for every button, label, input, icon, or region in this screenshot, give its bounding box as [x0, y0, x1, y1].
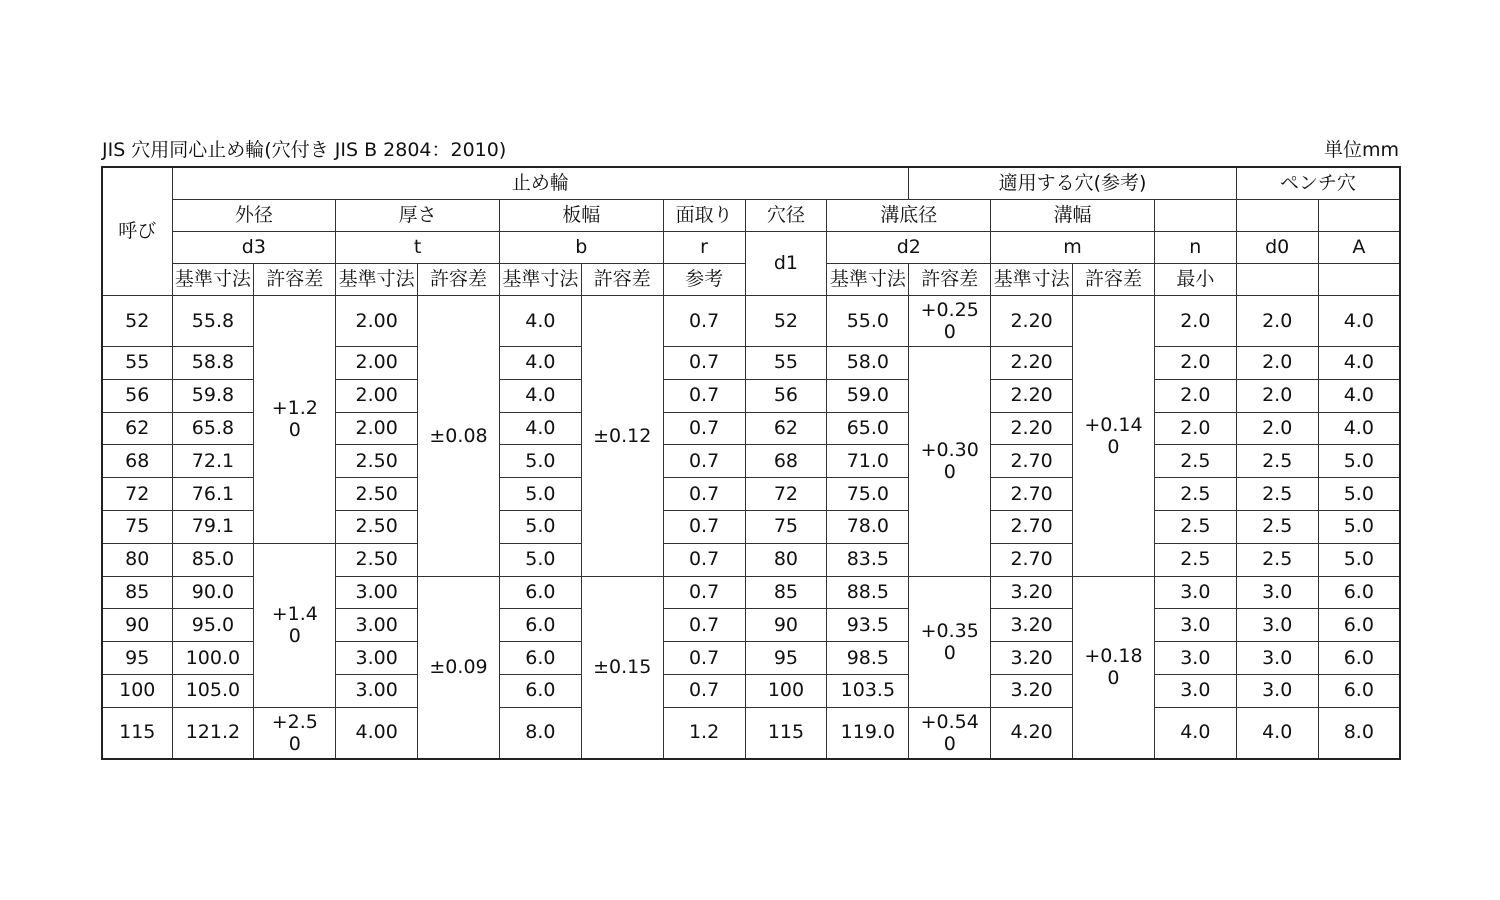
col-header-nominal: 呼び [102, 167, 172, 296]
cell-b-basic: 6.0 [499, 674, 581, 707]
col-symbol-n: n [1154, 232, 1236, 264]
col-symbol-r: r [663, 232, 745, 264]
subhead-tolerance: 許容差 [1073, 264, 1155, 296]
cell-b-basic: 5.0 [499, 543, 581, 576]
cell-n: 3.0 [1154, 609, 1236, 642]
col-symbol-d1: d1 [745, 232, 827, 296]
col-group-ring: 止め輪 [172, 167, 909, 200]
cell-b-basic: 6.0 [499, 609, 581, 642]
tolerance-d2 [909, 707, 991, 759]
cell-d2-basic: 88.5 [827, 576, 909, 609]
cell-b-basic: 6.0 [499, 576, 581, 609]
tolerance-value: ±0.15 [593, 656, 652, 679]
cell-r: 0.7 [663, 296, 745, 347]
cell-a: 5.0 [1318, 445, 1400, 478]
cell-d0: 2.0 [1236, 412, 1318, 445]
cell-d2-basic: 98.5 [827, 642, 909, 675]
col-symbol-d3: d3 [172, 232, 336, 264]
cell-a: 5.0 [1318, 478, 1400, 511]
cell-n: 2.0 [1154, 379, 1236, 412]
tolerance-value: +0.18 0 [1084, 645, 1143, 690]
subhead-tolerance: 許容差 [418, 264, 500, 296]
cell-b-basic: 4.0 [499, 412, 581, 445]
cell-t-basic: 2.00 [336, 347, 418, 380]
cell-d1: 90 [745, 609, 827, 642]
cell-a: 6.0 [1318, 674, 1400, 707]
cell-t-basic: 2.00 [336, 296, 418, 347]
cell-nominal: 75 [102, 510, 172, 543]
cell-d1: 62 [745, 412, 827, 445]
cell-d1: 100 [745, 674, 827, 707]
table-row [102, 707, 1400, 759]
cell-d2-basic: 119.0 [827, 707, 909, 759]
cell-n: 3.0 [1154, 674, 1236, 707]
tolerance-value: ±0.12 [593, 424, 652, 447]
subhead-tolerance: 許容差 [909, 264, 991, 296]
tolerance-value: ±0.09 [429, 656, 488, 679]
cell-a: 5.0 [1318, 510, 1400, 543]
tolerance-d3 [254, 707, 336, 759]
cell-nominal: 80 [102, 543, 172, 576]
table-row [102, 543, 1400, 576]
cell-d1: 85 [745, 576, 827, 609]
cell-n: 2.0 [1154, 296, 1236, 347]
cell-a: 8.0 [1318, 707, 1400, 759]
tolerance-b [581, 576, 663, 759]
cell-d3-basic: 55.8 [172, 296, 254, 347]
col-header-blank-n [1154, 200, 1236, 232]
cell-d0: 2.5 [1236, 510, 1318, 543]
subhead-minimum: 最小 [1154, 264, 1236, 296]
cell-d1: 56 [745, 379, 827, 412]
col-header-plate-width: 板幅 [499, 200, 663, 232]
cell-d1: 75 [745, 510, 827, 543]
cell-a: 4.0 [1318, 412, 1400, 445]
col-header-blank-d0 [1236, 200, 1318, 232]
cell-t-basic: 3.00 [336, 576, 418, 609]
cell-b-basic: 5.0 [499, 510, 581, 543]
cell-r: 0.7 [663, 642, 745, 675]
cell-d2-basic: 65.0 [827, 412, 909, 445]
cell-d3-basic: 79.1 [172, 510, 254, 543]
cell-d2-basic: 58.0 [827, 347, 909, 380]
col-symbol-d0: d0 [1236, 232, 1318, 264]
tolerance-t [418, 296, 500, 577]
subhead-blank-a [1318, 264, 1400, 296]
cell-d0: 2.5 [1236, 543, 1318, 576]
cell-d3-basic: 72.1 [172, 445, 254, 478]
cell-d0: 2.5 [1236, 478, 1318, 511]
cell-d2-basic: 83.5 [827, 543, 909, 576]
cell-d3-basic: 105.0 [172, 674, 254, 707]
cell-d2-basic: 55.0 [827, 296, 909, 347]
cell-m-basic: 2.20 [991, 379, 1073, 412]
cell-t-basic: 2.50 [336, 478, 418, 511]
cell-b-basic: 4.0 [499, 379, 581, 412]
cell-d0: 2.0 [1236, 296, 1318, 347]
cell-r: 0.7 [663, 445, 745, 478]
tolerance-t [418, 576, 500, 759]
cell-r: 0.7 [663, 510, 745, 543]
cell-n: 2.0 [1154, 347, 1236, 380]
cell-t-basic: 3.00 [336, 609, 418, 642]
cell-r: 0.7 [663, 674, 745, 707]
tolerance-value: +0.35 0 [920, 619, 979, 664]
table-caption: JIS 穴用同心止め輪(穴付き JIS B 2804：2010) [102, 139, 507, 161]
cell-d1: 52 [745, 296, 827, 347]
tolerance-d2 [909, 576, 991, 707]
cell-t-basic: 4.00 [336, 707, 418, 759]
col-header-outer-dia: 外径 [172, 200, 336, 232]
tolerance-value: +1.4 0 [271, 603, 318, 648]
col-symbol-a: A [1318, 232, 1400, 264]
cell-d2-basic: 93.5 [827, 609, 909, 642]
tolerance-b [581, 296, 663, 577]
cell-d3-basic: 100.0 [172, 642, 254, 675]
cell-d2-basic: 59.0 [827, 379, 909, 412]
cell-a: 5.0 [1318, 543, 1400, 576]
tolerance-value: +0.25 0 [920, 299, 979, 343]
cell-nominal: 85 [102, 576, 172, 609]
cell-n: 2.5 [1154, 478, 1236, 511]
cell-nominal: 90 [102, 609, 172, 642]
subhead-basic-size: 基準寸法 [336, 264, 418, 296]
cell-t-basic: 2.50 [336, 510, 418, 543]
subhead-basic-size: 基準寸法 [827, 264, 909, 296]
cell-d3-basic: 59.8 [172, 379, 254, 412]
cell-m-basic: 4.20 [991, 707, 1073, 759]
tolerance-value: +0.14 0 [1084, 413, 1143, 458]
subhead-reference: 参考 [663, 264, 745, 296]
cell-d0: 3.0 [1236, 609, 1318, 642]
cell-m-basic: 3.20 [991, 674, 1073, 707]
cell-b-basic: 5.0 [499, 478, 581, 511]
cell-d3-basic: 95.0 [172, 609, 254, 642]
cell-a: 4.0 [1318, 379, 1400, 412]
cell-m-basic: 2.70 [991, 510, 1073, 543]
table-row [102, 296, 1400, 347]
col-symbol-b: b [499, 232, 663, 264]
cell-n: 3.0 [1154, 576, 1236, 609]
cell-b-basic: 5.0 [499, 445, 581, 478]
cell-r: 0.7 [663, 576, 745, 609]
subhead-basic-size: 基準寸法 [499, 264, 581, 296]
col-header-groove-bottom-dia: 溝底径 [827, 200, 991, 232]
cell-b-basic: 4.0 [499, 347, 581, 380]
cell-d2-basic: 75.0 [827, 478, 909, 511]
tolerance-value: ±0.08 [429, 424, 488, 447]
cell-d3-basic: 58.8 [172, 347, 254, 380]
cell-d2-basic: 78.0 [827, 510, 909, 543]
cell-a: 4.0 [1318, 347, 1400, 380]
cell-d0: 2.0 [1236, 379, 1318, 412]
cell-m-basic: 2.70 [991, 543, 1073, 576]
cell-nominal: 52 [102, 296, 172, 347]
cell-nominal: 62 [102, 412, 172, 445]
cell-t-basic: 2.00 [336, 379, 418, 412]
cell-d1: 80 [745, 543, 827, 576]
cell-b-basic: 8.0 [499, 707, 581, 759]
col-header-groove-width: 溝幅 [991, 200, 1155, 232]
cell-d3-basic: 121.2 [172, 707, 254, 759]
cell-r: 0.7 [663, 347, 745, 380]
cell-d1: 55 [745, 347, 827, 380]
cell-d1: 115 [745, 707, 827, 759]
cell-r: 0.7 [663, 609, 745, 642]
tolerance-d3 [254, 543, 336, 707]
cell-nominal: 115 [102, 707, 172, 759]
cell-t-basic: 3.00 [336, 674, 418, 707]
cell-a: 6.0 [1318, 609, 1400, 642]
cell-nominal: 55 [102, 347, 172, 380]
cell-m-basic: 2.20 [991, 412, 1073, 445]
tolerance-m [1073, 576, 1155, 759]
cell-d3-basic: 76.1 [172, 478, 254, 511]
col-header-hole-dia: 穴径 [745, 200, 827, 232]
col-group-hole: 適用する穴(参考) [909, 167, 1236, 200]
cell-d0: 4.0 [1236, 707, 1318, 759]
subhead-tolerance: 許容差 [254, 264, 336, 296]
tolerance-value: +0.54 0 [920, 710, 979, 755]
tolerance-m [1073, 296, 1155, 577]
cell-r: 0.7 [663, 379, 745, 412]
cell-nominal: 72 [102, 478, 172, 511]
subhead-tolerance: 許容差 [581, 264, 663, 296]
tolerance-value: +2.5 0 [271, 710, 318, 755]
spec-table-body [102, 167, 1400, 759]
cell-nominal: 100 [102, 674, 172, 707]
col-header-thickness: 厚さ [336, 200, 500, 232]
cell-m-basic: 2.20 [991, 347, 1073, 380]
header-row-groups [102, 167, 1400, 200]
cell-d3-basic: 65.8 [172, 412, 254, 445]
col-symbol-t: t [336, 232, 500, 264]
subhead-blank-d0 [1236, 264, 1318, 296]
cell-d1: 68 [745, 445, 827, 478]
cell-r: 0.7 [663, 478, 745, 511]
cell-m-basic: 2.70 [991, 478, 1073, 511]
cell-d0: 2.5 [1236, 445, 1318, 478]
tolerance-value: +1.2 0 [271, 397, 318, 442]
cell-r: 1.2 [663, 707, 745, 759]
col-header-blank-a [1318, 200, 1400, 232]
unit-label: 単位mm [1323, 139, 1399, 161]
cell-m-basic: 2.20 [991, 296, 1073, 347]
cell-d3-basic: 90.0 [172, 576, 254, 609]
tolerance-d2 [909, 296, 991, 347]
cell-nominal: 68 [102, 445, 172, 478]
cell-t-basic: 2.50 [336, 543, 418, 576]
cell-d2-basic: 71.0 [827, 445, 909, 478]
cell-m-basic: 2.70 [991, 445, 1073, 478]
cell-b-basic: 4.0 [499, 296, 581, 347]
cell-nominal: 56 [102, 379, 172, 412]
tolerance-value: +0.30 0 [920, 439, 979, 484]
cell-n: 2.0 [1154, 412, 1236, 445]
header-row-symbols [102, 232, 1400, 264]
cell-r: 0.7 [663, 543, 745, 576]
cell-t-basic: 2.50 [336, 445, 418, 478]
col-header-chamfer: 面取り [663, 200, 745, 232]
cell-n: 2.5 [1154, 510, 1236, 543]
cell-d0: 3.0 [1236, 674, 1318, 707]
cell-n: 4.0 [1154, 707, 1236, 759]
cell-nominal: 95 [102, 642, 172, 675]
col-group-plier-hole: ペンチ穴 [1236, 167, 1400, 200]
cell-d0: 2.0 [1236, 347, 1318, 380]
spec-table [101, 166, 1401, 760]
cell-d3-basic: 85.0 [172, 543, 254, 576]
cell-d0: 3.0 [1236, 642, 1318, 675]
cell-m-basic: 3.20 [991, 609, 1073, 642]
cell-r: 0.7 [663, 412, 745, 445]
cell-b-basic: 6.0 [499, 642, 581, 675]
cell-d0: 3.0 [1236, 576, 1318, 609]
cell-n: 3.0 [1154, 642, 1236, 675]
cell-d1: 72 [745, 478, 827, 511]
cell-t-basic: 3.00 [336, 642, 418, 675]
cell-n: 2.5 [1154, 543, 1236, 576]
cell-a: 6.0 [1318, 576, 1400, 609]
cell-a: 6.0 [1318, 642, 1400, 675]
cell-d1: 95 [745, 642, 827, 675]
col-symbol-d2: d2 [827, 232, 991, 264]
header-row-names [102, 200, 1400, 232]
tolerance-d2 [909, 347, 991, 577]
cell-m-basic: 3.20 [991, 576, 1073, 609]
subhead-basic-size: 基準寸法 [991, 264, 1073, 296]
cell-m-basic: 3.20 [991, 642, 1073, 675]
cell-a: 4.0 [1318, 296, 1400, 347]
cell-n: 2.5 [1154, 445, 1236, 478]
col-symbol-m: m [991, 232, 1155, 264]
subhead-basic-size: 基準寸法 [172, 264, 254, 296]
cell-d2-basic: 103.5 [827, 674, 909, 707]
tolerance-d3 [254, 296, 336, 544]
cell-t-basic: 2.00 [336, 412, 418, 445]
